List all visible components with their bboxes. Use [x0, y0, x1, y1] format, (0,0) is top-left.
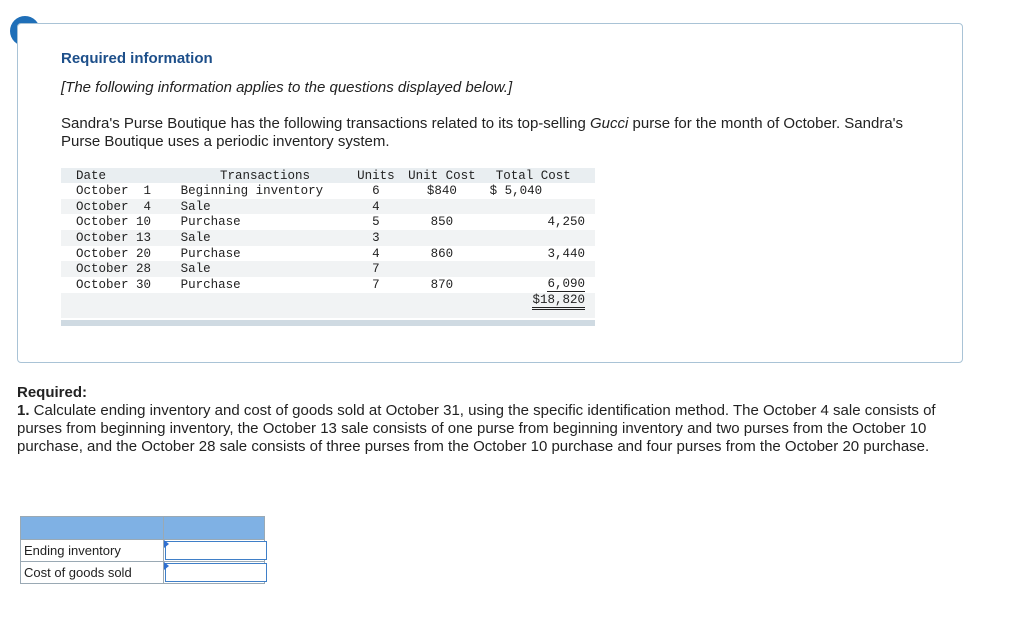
- header-unit-cost: Unit Cost: [408, 168, 476, 183]
- cell-units: 6: [372, 183, 380, 198]
- cell-date: October 1: [76, 183, 152, 198]
- cell-total-cost: 3,440: [547, 246, 585, 261]
- empty-cell: [61, 293, 181, 310]
- cell-transaction: Purchase: [180, 277, 241, 292]
- ending-inventory-cell: [164, 540, 265, 562]
- cell-unit-cost: [402, 261, 481, 277]
- cell-transaction: Sale: [180, 230, 211, 245]
- required-question: [17, 402, 977, 456]
- brand-name: Gucci: [590, 115, 629, 132]
- question-text: Calculate ending inventory and cost of goods sold at October 31, using the specific identification method. The October 4 sale consists of purses from beginning inventory, the October 13 sale consists of one purse from beginning inventory and two purses from the October 10 purchase, and the October 28 sale consists of three purses from the October 10 purchase and four purses from the October 20 purchase.: [17, 402, 936, 455]
- cell-total-cost: [482, 261, 595, 277]
- cell-total-cost: [482, 199, 595, 215]
- question-number: 1.: [17, 402, 30, 419]
- header-units: Units: [357, 168, 395, 183]
- required-heading: Required:: [17, 384, 88, 401]
- grand-total-row: [61, 293, 595, 310]
- cell-date: October 20: [76, 246, 152, 261]
- answer-header-label: [21, 517, 164, 540]
- table-row: [61, 230, 595, 246]
- table-row: [61, 246, 595, 262]
- cell-transaction: Beginning inventory: [180, 183, 324, 198]
- cell-transaction: Purchase: [180, 246, 241, 261]
- grand-total-cell: [482, 293, 595, 310]
- info-paragraph: [61, 115, 941, 151]
- cell-unit-cost: 870: [430, 277, 454, 292]
- required-information-panel: [17, 23, 963, 363]
- answer-row-ending-inventory: [21, 540, 265, 562]
- header-date: Date: [76, 168, 107, 183]
- cell-unit-cost: 850: [430, 215, 454, 230]
- cost-of-goods-sold-label: Cost of goods sold: [21, 562, 164, 584]
- cell-units: 3: [372, 230, 380, 245]
- cell-unit-cost: 860: [430, 246, 454, 261]
- answer-row-cost-of-goods-sold: [21, 562, 265, 584]
- cell-transaction: Sale: [180, 199, 211, 214]
- info-title: Required information: [61, 50, 213, 67]
- cell-date: October 28: [76, 262, 152, 277]
- cell-units: 5: [372, 215, 380, 230]
- empty-cell: [402, 293, 481, 310]
- cell-units: 7: [372, 277, 380, 292]
- header-total-cost: Total Cost: [495, 168, 571, 183]
- answer-table: [20, 516, 265, 584]
- transactions-table-wrapper: [61, 168, 595, 326]
- cell-total-cost: $ 5,040: [489, 183, 543, 198]
- spacer-cell: [61, 310, 595, 318]
- table-footer-bar: [61, 320, 595, 326]
- input-marker-icon: [164, 562, 169, 570]
- cell-unit-cost: [402, 230, 481, 246]
- cell-transaction: Sale: [180, 262, 211, 277]
- input-marker-icon: [164, 540, 169, 548]
- header-transactions: Transactions: [220, 168, 311, 183]
- table-header-row: [61, 168, 595, 183]
- cell-total-cost: [482, 277, 595, 293]
- cell-date: October 4: [76, 199, 152, 214]
- cell-transaction: Purchase: [180, 215, 241, 230]
- grand-total: $18,820: [532, 293, 585, 310]
- cell-units: 4: [372, 246, 380, 261]
- cell-date: October 13: [76, 230, 152, 245]
- table-row: [61, 199, 595, 215]
- ending-inventory-input[interactable]: [165, 541, 267, 560]
- table-spacer-row: [61, 310, 595, 318]
- cell-date: October 30: [76, 277, 152, 292]
- paragraph-text-post: purse for the month of October. Sandra's Purse Boutique uses a periodic inventory system.: [61, 115, 904, 150]
- info-note: [The following information applies to the questions displayed below.]: [61, 79, 513, 96]
- cell-unit-cost: [402, 199, 481, 215]
- cost-of-goods-sold-input[interactable]: [165, 563, 267, 582]
- cell-unit-cost: $840: [426, 183, 457, 198]
- table-row: [61, 261, 595, 277]
- paragraph-text-pre: Sandra's Purse Boutique has the following transactions related to its top-selling: [61, 115, 590, 132]
- transactions-table: [61, 168, 595, 318]
- table-row: [61, 277, 595, 293]
- table-row: [61, 183, 595, 199]
- total-cost-underlined: 6,090: [547, 277, 585, 292]
- cell-date: October 10: [76, 215, 152, 230]
- cost-of-goods-sold-cell: [164, 562, 265, 584]
- answer-header-row: [21, 517, 265, 540]
- cell-units: 4: [372, 199, 380, 214]
- empty-cell: [349, 293, 402, 310]
- empty-cell: [181, 293, 350, 310]
- table-row: [61, 214, 595, 230]
- answer-header-value: [164, 517, 265, 540]
- ending-inventory-label: Ending inventory: [21, 540, 164, 562]
- cell-units: 7: [372, 262, 380, 277]
- cell-total-cost: 4,250: [547, 215, 585, 230]
- cell-total-cost: [482, 230, 595, 246]
